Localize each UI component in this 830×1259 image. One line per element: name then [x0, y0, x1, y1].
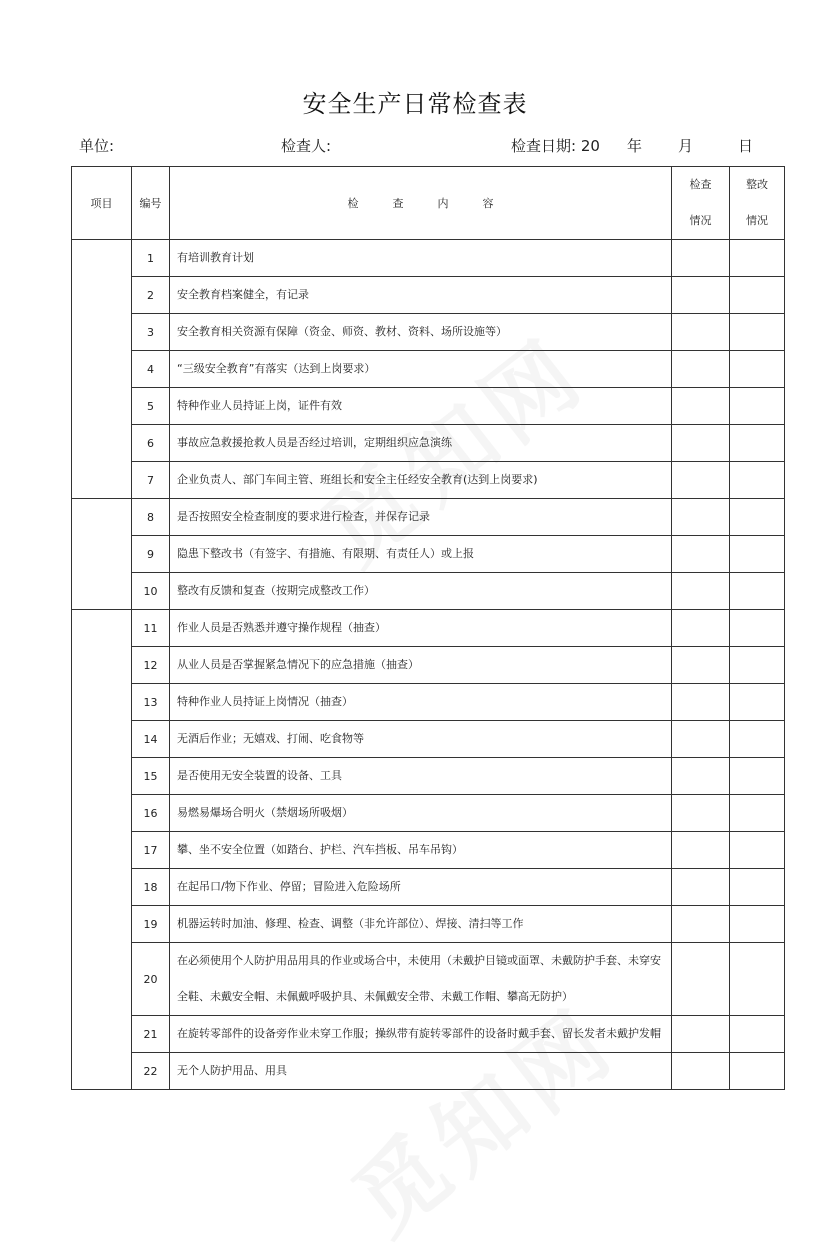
- row-number: 18: [132, 869, 170, 906]
- header-rectify-status: [730, 167, 785, 240]
- table-row: [72, 388, 785, 425]
- row-content: 在必须使用个人防护用品用具的作业或场合中，未使用（未戴护目镜或面罩、未戴防护手套、未穿安全鞋、未戴安全帽、未佩戴呼吸护具、未佩戴安全带、未戴工作帽、攀高无防护）: [170, 943, 672, 1016]
- check-status-cell[interactable]: [672, 610, 730, 647]
- row-content: 攀、坐不安全位置（如踏台、护栏、汽车挡板、吊车吊钩）: [170, 832, 672, 869]
- table-row: [72, 425, 785, 462]
- check-status-cell[interactable]: [672, 869, 730, 906]
- table-row: [72, 314, 785, 351]
- check-status-cell[interactable]: [672, 573, 730, 610]
- date-label: 检查日期: 20: [511, 137, 600, 155]
- check-status-cell[interactable]: [672, 240, 730, 277]
- header-project: 项目: [72, 167, 132, 240]
- rectify-status-cell[interactable]: [730, 1053, 785, 1090]
- project-cell-group-2[interactable]: [72, 499, 132, 610]
- table-row: [72, 1053, 785, 1090]
- row-content: 作业人员是否熟悉并遵守操作规程（抽查）: [170, 610, 672, 647]
- row-number: 14: [132, 721, 170, 758]
- rectify-status-cell[interactable]: [730, 1016, 785, 1053]
- check-status-cell[interactable]: [672, 647, 730, 684]
- row-number: 15: [132, 758, 170, 795]
- row-number: 12: [132, 647, 170, 684]
- rectify-status-cell[interactable]: [730, 425, 785, 462]
- table-row: [72, 351, 785, 388]
- row-content: 特种作业人员持证上岗情况（抽查）: [170, 684, 672, 721]
- table-row: [72, 536, 785, 573]
- check-status-cell[interactable]: [672, 277, 730, 314]
- table-row: [72, 906, 785, 943]
- rectify-status-cell[interactable]: [730, 647, 785, 684]
- table-header-row: [72, 167, 785, 240]
- rectify-status-cell[interactable]: [730, 832, 785, 869]
- rectify-status-cell[interactable]: [730, 314, 785, 351]
- header-content: 检查内容: [170, 167, 672, 240]
- row-content: “三级安全教育”有落实（达到上岗要求）: [170, 351, 672, 388]
- rectify-status-cell[interactable]: [730, 906, 785, 943]
- check-status-cell[interactable]: [672, 1053, 730, 1090]
- check-status-cell[interactable]: [672, 758, 730, 795]
- row-content: 企业负责人、部门车间主管、班组长和安全主任经安全教育(达到上岗要求): [170, 462, 672, 499]
- check-status-cell[interactable]: [672, 795, 730, 832]
- row-number: 10: [132, 573, 170, 610]
- table-row: [72, 721, 785, 758]
- table-row: [72, 943, 785, 1016]
- row-number: 2: [132, 277, 170, 314]
- table-row: [72, 1016, 785, 1053]
- row-content: 安全教育档案健全，有记录: [170, 277, 672, 314]
- row-content: 机器运转时加油、修理、检查、调整（非允许部位）、焊接、清扫等工作: [170, 906, 672, 943]
- row-content: 特种作业人员持证上岗，证件有效: [170, 388, 672, 425]
- row-number: 16: [132, 795, 170, 832]
- row-number: 13: [132, 684, 170, 721]
- check-status-cell[interactable]: [672, 906, 730, 943]
- row-number: 11: [132, 610, 170, 647]
- row-number: 19: [132, 906, 170, 943]
- table-row: [72, 277, 785, 314]
- table-row: [72, 758, 785, 795]
- table-row: [72, 647, 785, 684]
- check-status-cell[interactable]: [672, 425, 730, 462]
- row-content: 隐患下整改书（有签字、有措施、有限期、有责任人）或上报: [170, 536, 672, 573]
- check-status-cell[interactable]: [672, 943, 730, 1016]
- table-row: [72, 499, 785, 536]
- row-content: 无酒后作业；无嬉戏、打闹、吃食物等: [170, 721, 672, 758]
- row-number: 17: [132, 832, 170, 869]
- inspector-label: 检查人:: [281, 137, 332, 155]
- header-check-line2: 情况: [689, 214, 712, 227]
- year-label: 年: [627, 137, 643, 155]
- inspection-table: [71, 166, 785, 1090]
- header-rectify-line1: 整改: [746, 178, 768, 191]
- row-number: 6: [132, 425, 170, 462]
- rectify-status-cell[interactable]: [730, 462, 785, 499]
- day-label: 日: [738, 137, 754, 155]
- row-content: 整改有反馈和复查（按期完成整改工作）: [170, 573, 672, 610]
- row-number: 8: [132, 499, 170, 536]
- header-number: 编号: [132, 167, 170, 240]
- rectify-status-cell[interactable]: [730, 610, 785, 647]
- header-check-status: [672, 167, 730, 240]
- check-status-cell[interactable]: [672, 832, 730, 869]
- row-number: 21: [132, 1016, 170, 1053]
- month-label: 月: [678, 137, 694, 155]
- rectify-status-cell[interactable]: [730, 499, 785, 536]
- check-status-cell[interactable]: [672, 351, 730, 388]
- row-content: 在起吊口/物下作业、停留；冒险进入危险场所: [170, 869, 672, 906]
- rectify-status-cell[interactable]: [730, 684, 785, 721]
- row-content: 从业人员是否掌握紧急情况下的应急措施（抽查）: [170, 647, 672, 684]
- unit-label: 单位:: [79, 137, 115, 155]
- check-status-cell[interactable]: [672, 721, 730, 758]
- row-content: 安全教育相关资源有保障（资金、师资、教材、资料、场所设施等）: [170, 314, 672, 351]
- rectify-status-cell[interactable]: [730, 573, 785, 610]
- rectify-status-cell[interactable]: [730, 536, 785, 573]
- table-row: [72, 462, 785, 499]
- row-content: 无个人防护用品、用具: [170, 1053, 672, 1090]
- rectify-status-cell[interactable]: [730, 277, 785, 314]
- row-number: 1: [132, 240, 170, 277]
- rectify-status-cell[interactable]: [730, 721, 785, 758]
- check-status-cell[interactable]: [672, 1016, 730, 1053]
- rectify-status-cell[interactable]: [730, 758, 785, 795]
- rectify-status-cell[interactable]: [730, 351, 785, 388]
- row-number: 22: [132, 1053, 170, 1090]
- row-content: 是否使用无安全装置的设备、工具: [170, 758, 672, 795]
- check-status-cell[interactable]: [672, 499, 730, 536]
- table-row: [72, 573, 785, 610]
- check-status-cell[interactable]: [672, 536, 730, 573]
- rectify-status-cell[interactable]: [730, 943, 785, 1016]
- table-row: [72, 869, 785, 906]
- table-row: [72, 832, 785, 869]
- check-status-cell[interactable]: [672, 314, 730, 351]
- row-number: 5: [132, 388, 170, 425]
- table-row: [72, 610, 785, 647]
- check-status-cell[interactable]: [672, 462, 730, 499]
- row-number: 9: [132, 536, 170, 573]
- project-cell-group-3[interactable]: [72, 610, 132, 1090]
- row-content: 易燃易爆场合明火（禁烟场所吸烟）: [170, 795, 672, 832]
- table-row: [72, 684, 785, 721]
- row-content: 是否按照安全检查制度的要求进行检查，并保存记录: [170, 499, 672, 536]
- row-number: 3: [132, 314, 170, 351]
- rectify-status-cell[interactable]: [730, 388, 785, 425]
- table-row: [72, 795, 785, 832]
- row-number: 7: [132, 462, 170, 499]
- table-row: [72, 240, 785, 277]
- check-status-cell[interactable]: [672, 684, 730, 721]
- check-status-cell[interactable]: [672, 388, 730, 425]
- row-content: 事故应急救援抢救人员是否经过培训，定期组织应急演练: [170, 425, 672, 462]
- rectify-status-cell[interactable]: [730, 795, 785, 832]
- row-content: 有培训教育计划: [170, 240, 672, 277]
- row-number: 20: [132, 943, 170, 1016]
- rectify-status-cell[interactable]: [730, 240, 785, 277]
- header-rectify-line2: 情况: [746, 214, 768, 227]
- row-number: 4: [132, 351, 170, 388]
- row-content: 在旋转零部件的设备旁作业未穿工作服；操纵带有旋转零部件的设备时戴手套、留长发者未戴护发帽: [170, 1016, 672, 1053]
- project-cell-group-1[interactable]: [72, 240, 132, 499]
- rectify-status-cell[interactable]: [730, 869, 785, 906]
- page-title: 安全生产日常检查表: [302, 90, 528, 118]
- header-check-line1: 检查: [689, 178, 712, 191]
